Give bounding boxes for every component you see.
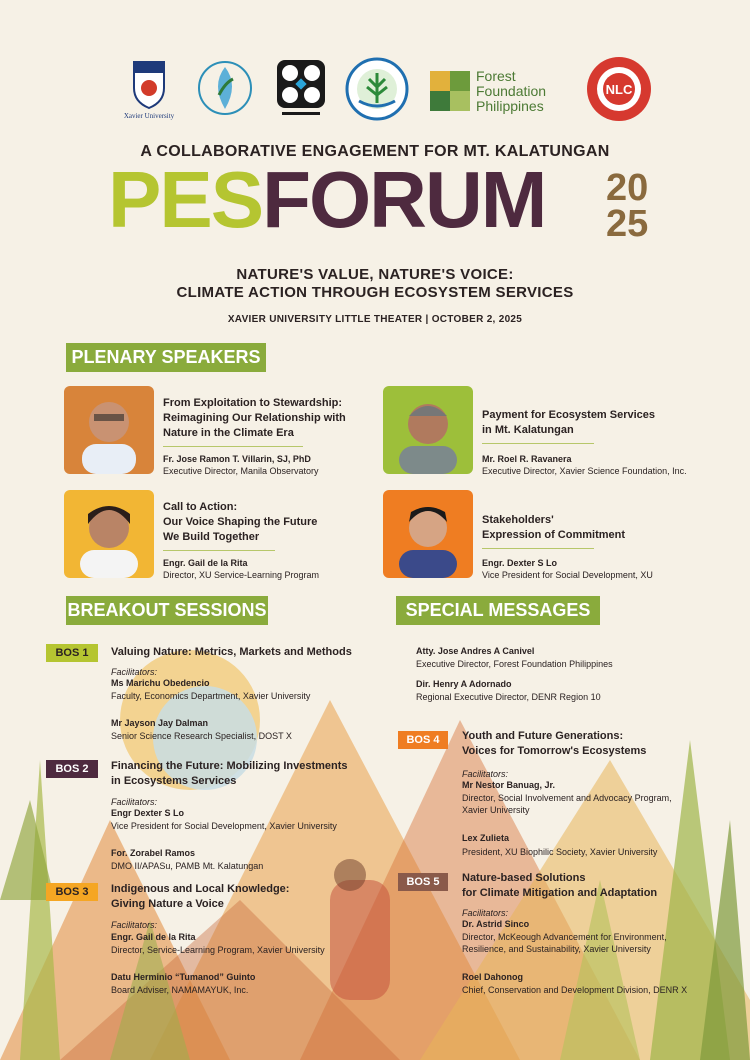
session-title: Indigenous and Local Knowledge: Giving Nature a Voice <box>111 883 290 910</box>
facilitator-name: Engr Dexter S Lo <box>111 808 185 818</box>
facilitator-name: Engr. Gail de la Rita <box>111 932 196 942</box>
special-message-role: Regional Executive Director, DENR Region 10 <box>416 692 601 702</box>
bos-2-badge: BOS 2 <box>46 760 98 778</box>
bos-4-badge: BOS 4 <box>398 731 448 749</box>
divider <box>163 550 275 551</box>
event-year <box>606 167 649 245</box>
national-land-coalition-logo <box>585 55 653 123</box>
facilitator-role: Director, McKeough Advancement for Environment, Resilience, and Sustainability, Xavier University <box>462 932 667 954</box>
talk-title-lo: Stakeholders' Expression of Commitment <box>482 514 626 541</box>
speaker-role: Executive Director, Manila Observatory <box>163 466 319 476</box>
special-message-role: Executive Director, Forest Foundation Philippines <box>416 659 613 669</box>
theme-line-1: NATURE'S VALUE, NATURE'S VOICE: <box>236 266 514 283</box>
special-message-name: Dir. Henry A Adornado <box>416 679 512 689</box>
bos-3-badge: BOS 3 <box>46 883 98 901</box>
facilitator-role: Faculty, Economics Department, Xavier University <box>111 691 311 701</box>
divider <box>482 443 594 444</box>
facilitator-name: Mr Nestor Banuag, Jr. <box>462 780 556 790</box>
session-title: Youth and Future Generations: Voices for Tomorrow's Ecosystems <box>462 730 647 757</box>
plenary-speakers-heading: PLENARY SPEAKERS <box>66 343 266 372</box>
facilitator-name: Roel Dahonog <box>462 972 523 982</box>
speaker-name: Engr. Gail de la Rita <box>163 558 248 568</box>
facilitator-name: Lex Zulieta <box>462 833 510 843</box>
speaker-role: Director, XU Service-Learning Program <box>163 570 320 580</box>
speaker-role: Vice President for Social Development, XU <box>482 570 653 580</box>
divider <box>482 548 594 549</box>
facilitator-role: Board Adviser, NAMAMAYUK, Inc. <box>111 985 249 995</box>
tagline: A COLLABORATIVE ENGAGEMENT FOR MT. KALATUNGAN <box>140 143 610 160</box>
bos-5-badge: BOS 5 <box>398 873 448 891</box>
forest-foundation-philippines-logo <box>430 66 570 116</box>
session-title: Nature-based Solutions for Climate Mitigation and Adaptation <box>462 872 658 899</box>
facilitator-name: For. Zorabel Ramos <box>111 848 196 858</box>
svg-text:NLC: NLC <box>605 82 633 97</box>
divider <box>163 446 303 447</box>
speaker-name: Mr. Roel R. Ravanera <box>482 454 572 464</box>
speaker-photo-lo <box>383 490 473 578</box>
theme-line-2: CLIMATE ACTION THROUGH ECOSYSTEM SERVICES <box>176 284 574 301</box>
facilitator-name: Datu Herminio “Tumanod” Guinto <box>111 972 256 982</box>
facilitators-label: Facilitators: <box>462 769 509 779</box>
svg-text:Xavier University: Xavier University <box>123 112 175 120</box>
special-messages-heading: SPECIAL MESSAGES <box>396 596 600 625</box>
speaker-photo-delarita <box>64 490 154 578</box>
facilitator-role: Director, Service-Learning Program, Xavier University <box>111 945 325 955</box>
ffp-wordmark: Forest Foundation Philippines <box>476 67 547 114</box>
session-title: Financing the Future: Mobilizing Investments in Ecosystems Services <box>111 760 348 787</box>
facilitators-label: Facilitators: <box>462 908 509 918</box>
title-pes: PES <box>108 155 263 244</box>
year-bottom: 25 <box>606 203 649 245</box>
facilitator-name: Ms Marichu Obedencio <box>111 678 210 688</box>
special-message-name: Atty. Jose Andres A Canivel <box>416 646 535 656</box>
facilitator-name: Mr Jayson Jay Dalman <box>111 718 209 728</box>
speaker-role: Executive Director, Xavier Science Foundation, Inc. <box>482 466 687 476</box>
title-forum: FORUM <box>262 155 546 244</box>
xavier-science-foundation-logo <box>195 55 255 121</box>
facilitators-label: Facilitators: <box>111 920 158 930</box>
year-top: 20 <box>606 167 649 209</box>
facilitator-role: DMO II/APASu, PAMB Mt. Kalatungan <box>111 861 264 871</box>
session-title: Valuing Nature: Metrics, Markets and Methods <box>111 646 352 658</box>
breakout-sessions-heading: BREAKOUT SESSIONS <box>66 596 268 625</box>
facilitator-role: Director, Social Involvement and Advocacy Program, Xavier University <box>462 793 672 815</box>
bos-1-badge: BOS 1 <box>46 644 98 662</box>
event-title <box>108 155 546 244</box>
xavier-university-logo <box>118 58 180 120</box>
talk-title-villarin: From Exploitation to Stewardship: Reimagining Our Relationship with Nature in the Climate Era <box>163 397 346 439</box>
facilitator-role: Chief, Conservation and Development Division, DENR X <box>462 985 688 995</box>
venue-date: XAVIER UNIVERSITY LITTLE THEATER | OCTOBER 2, 2025 <box>227 314 523 325</box>
denr-logo <box>345 57 409 121</box>
facilitator-name: Dr. Astrid Sinco <box>462 919 530 929</box>
facilitator-role: Senior Science Research Specialist, DOST X <box>111 731 292 741</box>
theme <box>0 266 750 302</box>
dost-logo <box>272 58 330 120</box>
speaker-photo-ravanera <box>383 386 473 474</box>
facilitator-role: President, XU Biophilic Society, Xavier University <box>462 847 658 857</box>
speaker-name: Fr. Jose Ramon T. Villarin, SJ, PhD <box>163 454 311 464</box>
talk-title-ravanera: Payment for Ecosystem Services in Mt. Kalatungan <box>482 409 656 436</box>
talk-title-delarita: Call to Action: Our Voice Shaping the Future We Build Together <box>163 501 318 543</box>
speaker-photo-villarin <box>64 386 154 474</box>
speaker-name: Engr. Dexter S Lo <box>482 558 558 568</box>
facilitators-label: Facilitators: <box>111 797 158 807</box>
facilitators-label: Facilitators: <box>111 667 158 677</box>
facilitator-role: Vice President for Social Development, Xavier University <box>111 821 337 831</box>
